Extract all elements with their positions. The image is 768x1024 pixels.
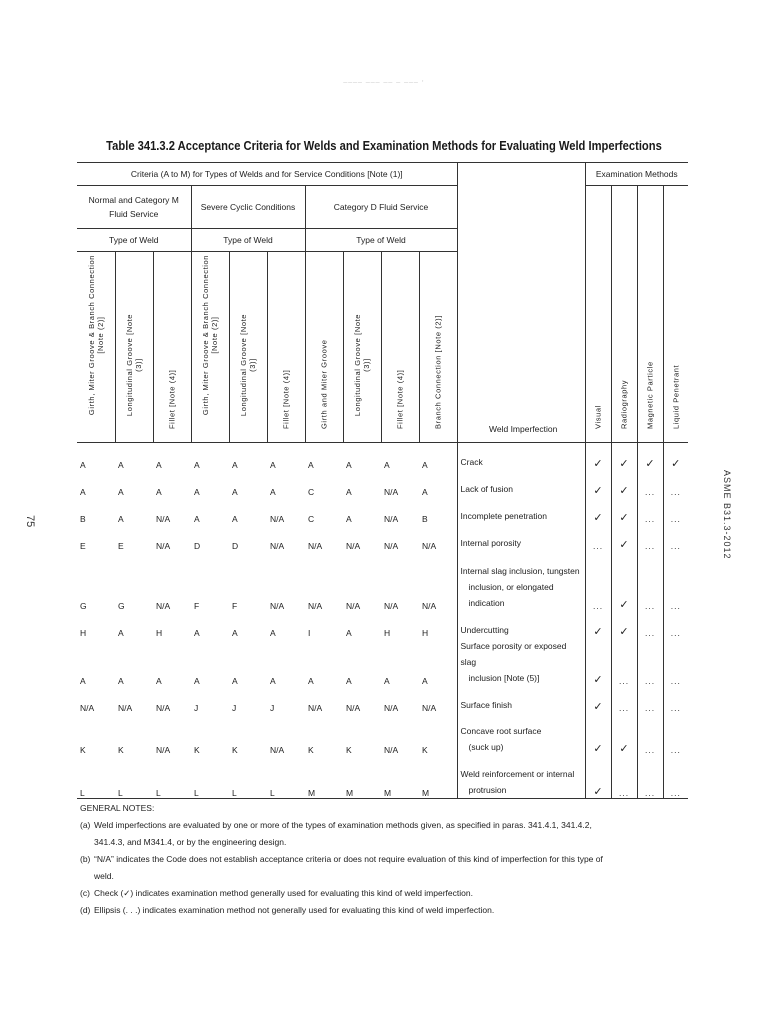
check-mark: ✓ bbox=[611, 611, 637, 638]
criteria-rows bbox=[77, 443, 688, 799]
criteria-cell: N/A bbox=[346, 541, 361, 551]
general-notes bbox=[80, 800, 680, 919]
criteria-cell: A bbox=[232, 514, 238, 524]
method-visual: Visual bbox=[585, 186, 611, 443]
criteria-cell: N/A bbox=[346, 703, 361, 713]
imperfection-line: protrusion bbox=[468, 785, 507, 795]
imperfection-line: inclusion [Note (5)] bbox=[468, 673, 540, 683]
criteria-cell: A bbox=[346, 460, 352, 470]
criteria-cell: N/A bbox=[384, 745, 399, 755]
criteria-cell: N/A bbox=[308, 601, 323, 611]
criteria-cell: B bbox=[80, 514, 86, 524]
ellipsis-mark: ... bbox=[611, 686, 637, 713]
ellipsis-mark: ... bbox=[637, 497, 663, 524]
criteria-cell: K bbox=[346, 745, 352, 755]
imperfection-line: Surface finish bbox=[460, 700, 513, 710]
imperfection-cell bbox=[457, 524, 585, 551]
check-mark: ✓ bbox=[611, 470, 637, 497]
criteria-cell: N/A bbox=[156, 703, 171, 713]
criteria-cell: K bbox=[308, 745, 314, 755]
criteria-cell: N/A bbox=[384, 541, 399, 551]
exam-methods-header: Examination Methods bbox=[585, 163, 688, 186]
criteria-cell: L bbox=[77, 755, 115, 799]
note-line: Check (✓) indicates examination method generally used for evaluating this kind of weld imperfection. bbox=[94, 888, 473, 898]
criteria-cell: A bbox=[308, 676, 314, 686]
ellipsis-mark: ... bbox=[611, 755, 637, 799]
criteria-cell: A bbox=[156, 460, 162, 470]
ellipsis-mark: ... bbox=[670, 703, 681, 713]
table-row bbox=[77, 497, 688, 524]
criteria-header: Criteria (A to M) for Types of Welds and for Service Conditions [Note (1)] bbox=[77, 163, 457, 186]
criteria-cell: A bbox=[194, 628, 200, 638]
imperfection-line: Weld reinforcement or internal bbox=[460, 769, 575, 779]
imperfection-line: inclusion, or elongated bbox=[468, 582, 554, 592]
criteria-cell: A bbox=[156, 487, 162, 497]
criteria-cell: A bbox=[422, 676, 428, 686]
criteria-cell: A bbox=[80, 460, 86, 470]
notes-list bbox=[80, 817, 680, 919]
criteria-cell: A bbox=[118, 487, 124, 497]
group-normal: Normal and Category M Fluid Service bbox=[77, 186, 191, 229]
criteria-cell: C bbox=[308, 487, 315, 497]
criteria-cell: D bbox=[194, 541, 201, 551]
col-fillet-severe: Fillet [Note (4)] bbox=[267, 252, 305, 443]
criteria-cell: A bbox=[270, 676, 276, 686]
ellipsis-mark: ... bbox=[637, 470, 663, 497]
ellipsis-mark: ... bbox=[663, 755, 688, 799]
criteria-cell: N/A bbox=[156, 745, 171, 755]
note-body bbox=[94, 902, 494, 919]
imperfection-line: Crack bbox=[460, 457, 483, 467]
faint-header-text: ____ ___ __ _ ___ , bbox=[343, 76, 425, 83]
ellipsis-mark: ... bbox=[637, 638, 663, 686]
criteria-cell: E bbox=[118, 541, 124, 551]
note-line: “N/A” indicates the Code does not establish acceptance criteria or does not require evaluation of this kind of imperfection for this type of bbox=[94, 854, 603, 864]
imperfection-cell bbox=[457, 638, 585, 686]
imperfection-cell bbox=[457, 755, 585, 799]
col-longitudinal-normal: Longitudinal Groove [Note (3)] bbox=[115, 252, 153, 443]
criteria-cell: M bbox=[305, 755, 343, 799]
check-mark: ✓ bbox=[585, 755, 611, 799]
criteria-cell: M bbox=[419, 755, 457, 799]
criteria-cell: A bbox=[118, 514, 124, 524]
criteria-cell: A bbox=[346, 487, 352, 497]
criteria-cell: A bbox=[80, 487, 86, 497]
criteria-cell: A bbox=[118, 628, 124, 638]
criteria-cell: N/A bbox=[270, 541, 285, 551]
check-mark: ✓ bbox=[585, 638, 611, 686]
note-line: Weld imperfections are evaluated by one or more of the types of examination methods given, as specified in paras. 341.4.1, 341.4.2, bbox=[94, 820, 592, 830]
criteria-cell: A bbox=[422, 460, 428, 470]
criteria-cell: J bbox=[270, 703, 275, 713]
criteria-cell: A bbox=[194, 514, 200, 524]
criteria-cell: A bbox=[270, 487, 276, 497]
criteria-cell: N/A bbox=[384, 703, 399, 713]
criteria-cell: N/A bbox=[308, 541, 323, 551]
criteria-cell: N/A bbox=[156, 514, 171, 524]
table-row bbox=[77, 713, 688, 755]
imperfection-header-spacer bbox=[457, 163, 585, 443]
group-severe-cyclic: Severe Cyclic Conditions bbox=[191, 186, 305, 229]
criteria-cell: N/A bbox=[422, 703, 437, 713]
criteria-cell: N/A bbox=[270, 745, 285, 755]
table-row bbox=[77, 443, 688, 471]
criteria-cell: N/A bbox=[118, 703, 133, 713]
note-body bbox=[94, 885, 473, 902]
criteria-cell: F bbox=[232, 601, 238, 611]
ellipsis-mark: ... bbox=[585, 551, 611, 611]
criteria-cell: N/A bbox=[270, 601, 285, 611]
criteria-cell: A bbox=[346, 628, 352, 638]
col-girth-miter-normal: Girth, Miter Groove & Branch Connection [Note (2)] bbox=[77, 252, 115, 443]
table-row bbox=[77, 611, 688, 638]
imperfection-line: Internal slag inclusion, tungsten bbox=[460, 566, 580, 576]
note-line: 341.4.3, and M341.4, or by the engineering design. bbox=[94, 837, 287, 847]
criteria-cell: K bbox=[194, 745, 200, 755]
ellipsis-mark: ... bbox=[637, 611, 663, 638]
method-liquid-penetrant: Liquid Penetrant bbox=[663, 186, 688, 443]
note-body bbox=[94, 851, 603, 885]
table-row bbox=[77, 686, 688, 713]
check-mark: ✓ bbox=[585, 611, 611, 638]
criteria-cell: M bbox=[381, 755, 419, 799]
table-row bbox=[77, 470, 688, 497]
ellipsis-mark: ... bbox=[670, 514, 681, 524]
criteria-cell: H bbox=[156, 628, 163, 638]
ellipsis-mark: ... bbox=[670, 601, 681, 611]
page-number: 75 bbox=[24, 515, 36, 528]
ellipsis-mark: ... bbox=[637, 686, 663, 713]
note-line: Ellipsis (. . .) indicates examination method not generally used for evaluating this kind of weld imperfection. bbox=[94, 905, 495, 915]
imperfection-line: Lack of fusion bbox=[460, 484, 513, 494]
criteria-cell: A bbox=[308, 460, 314, 470]
check-mark: ✓ bbox=[585, 713, 611, 755]
criteria-cell: A bbox=[422, 487, 428, 497]
group-category-d: Category D Fluid Service bbox=[305, 186, 457, 229]
criteria-cell: N/A bbox=[270, 514, 285, 524]
criteria-cell: E bbox=[80, 541, 86, 551]
note-label: (b) bbox=[80, 854, 91, 864]
criteria-cell: D bbox=[232, 541, 239, 551]
col-girth-miter-catd: Girth and Miter Groove bbox=[305, 252, 343, 443]
criteria-cell: A bbox=[346, 514, 352, 524]
criteria-cell: H bbox=[422, 628, 429, 638]
criteria-cell: F bbox=[194, 601, 200, 611]
criteria-cell: H bbox=[384, 628, 391, 638]
type-of-weld-3: Type of Weld bbox=[305, 229, 457, 252]
criteria-cell: N/A bbox=[384, 487, 399, 497]
col-girth-miter-severe: Girth, Miter Groove & Branch Connection [Note (2)] bbox=[191, 252, 229, 443]
type-of-weld-2: Type of Weld bbox=[191, 229, 305, 252]
ellipsis-mark: ... bbox=[670, 541, 681, 551]
col-fillet-catd: Fillet [Note (4)] bbox=[381, 252, 419, 443]
ellipsis-mark: ... bbox=[637, 755, 663, 799]
col-fillet-normal: Fillet [Note (4)] bbox=[153, 252, 191, 443]
check-mark: ✓ bbox=[611, 524, 637, 551]
ellipsis-mark: ... bbox=[670, 628, 681, 638]
criteria-cell: L bbox=[153, 755, 191, 799]
ellipsis-mark: ... bbox=[637, 713, 663, 755]
criteria-cell: A bbox=[232, 487, 238, 497]
table-row bbox=[77, 551, 688, 611]
criteria-cell: L bbox=[115, 755, 153, 799]
imperfection-line: Undercutting bbox=[460, 625, 509, 635]
note-body bbox=[94, 817, 592, 851]
criteria-cell: G bbox=[80, 601, 87, 611]
imperfection-line: indication bbox=[468, 598, 505, 608]
criteria-cell: A bbox=[384, 460, 390, 470]
imperfection-header: Weld Imperfection bbox=[489, 424, 558, 434]
criteria-cell: I bbox=[308, 628, 311, 638]
criteria-cell: A bbox=[80, 676, 86, 686]
criteria-cell: B bbox=[422, 514, 428, 524]
criteria-cell: M bbox=[343, 755, 381, 799]
criteria-cell: N/A bbox=[384, 514, 399, 524]
check-mark: ✓ bbox=[585, 686, 611, 713]
check-mark: ✓ bbox=[611, 443, 637, 471]
col-branch-catd: Branch Connection [Note (2)] bbox=[419, 252, 457, 443]
criteria-cell: A bbox=[232, 628, 238, 638]
check-mark: ✓ bbox=[611, 497, 637, 524]
criteria-cell: L bbox=[267, 755, 305, 799]
table-row bbox=[77, 524, 688, 551]
criteria-cell: A bbox=[194, 487, 200, 497]
criteria-cell: K bbox=[80, 745, 86, 755]
imperfection-line: Incomplete penetration bbox=[460, 511, 547, 521]
criteria-cell: G bbox=[118, 601, 125, 611]
notes-heading: GENERAL NOTES: bbox=[80, 803, 155, 813]
imperfection-line: Surface porosity or exposed slag bbox=[460, 641, 567, 667]
note-label: (a) bbox=[80, 820, 91, 830]
criteria-cell: A bbox=[118, 676, 124, 686]
ellipsis-mark: ... bbox=[670, 487, 681, 497]
imperfection-cell bbox=[457, 497, 585, 524]
check-mark: ✓ bbox=[585, 443, 611, 471]
imperfection-cell bbox=[457, 686, 585, 713]
ellipsis-mark: ... bbox=[637, 551, 663, 611]
ellipsis-mark: ... bbox=[670, 676, 681, 686]
check-mark: ✓ bbox=[637, 443, 663, 471]
criteria-cell: H bbox=[80, 628, 87, 638]
table-row bbox=[77, 755, 688, 799]
criteria-cell: N/A bbox=[346, 601, 361, 611]
ellipsis-mark: ... bbox=[670, 745, 681, 755]
criteria-cell: N/A bbox=[156, 601, 171, 611]
imperfection-cell bbox=[457, 443, 585, 471]
criteria-cell: N/A bbox=[384, 601, 399, 611]
check-mark: ✓ bbox=[671, 458, 681, 470]
check-mark: ✓ bbox=[611, 713, 637, 755]
criteria-cell: N/A bbox=[156, 541, 171, 551]
criteria-cell: A bbox=[384, 676, 390, 686]
criteria-cell: J bbox=[194, 703, 199, 713]
criteria-cell: A bbox=[232, 676, 238, 686]
col-longitudinal-severe: Longitudinal Groove [Note (3)] bbox=[229, 252, 267, 443]
imperfection-line: (suck up) bbox=[468, 742, 504, 752]
criteria-cell: N/A bbox=[422, 601, 437, 611]
criteria-cell: C bbox=[308, 514, 315, 524]
criteria-cell: K bbox=[232, 745, 238, 755]
table-title: Table 341.3.2 Acceptance Criteria for Welds and Examination Methods for Evaluating Weld Imperfections bbox=[106, 138, 662, 153]
ellipsis-mark: ... bbox=[585, 524, 611, 551]
check-mark: ✓ bbox=[585, 497, 611, 524]
criteria-cell: A bbox=[194, 460, 200, 470]
criteria-cell: L bbox=[229, 755, 267, 799]
type-of-weld-1: Type of Weld bbox=[77, 229, 191, 252]
imperfection-line: Internal porosity bbox=[460, 538, 521, 548]
criteria-cell: A bbox=[118, 460, 124, 470]
imperfection-cell bbox=[457, 713, 585, 755]
ellipsis-mark: ... bbox=[637, 524, 663, 551]
imperfection-cell bbox=[457, 551, 585, 611]
criteria-cell: N/A bbox=[422, 541, 437, 551]
check-mark: ✓ bbox=[611, 551, 637, 611]
method-radiography: Radiography bbox=[611, 186, 637, 443]
imperfection-line: Concave root surface bbox=[460, 726, 542, 736]
code-label: ASME B31.3-2012 bbox=[722, 470, 732, 560]
criteria-cell: N/A bbox=[80, 703, 95, 713]
criteria-cell: L bbox=[191, 755, 229, 799]
imperfection-cell bbox=[457, 470, 585, 497]
general-note bbox=[80, 885, 680, 902]
note-line: weld. bbox=[94, 871, 114, 881]
general-note bbox=[80, 902, 680, 919]
criteria-cell: A bbox=[346, 676, 352, 686]
criteria-cell: A bbox=[156, 676, 162, 686]
criteria-cell: A bbox=[270, 628, 276, 638]
table-row bbox=[77, 638, 688, 686]
imperfection-cell bbox=[457, 611, 585, 638]
criteria-cell: A bbox=[270, 460, 276, 470]
method-magnetic-particle: Magnetic Particle bbox=[637, 186, 663, 443]
criteria-cell: K bbox=[422, 745, 428, 755]
note-label: (c) bbox=[80, 888, 90, 898]
general-note bbox=[80, 851, 680, 885]
check-mark: ✓ bbox=[585, 470, 611, 497]
acceptance-criteria-table bbox=[77, 162, 688, 799]
criteria-cell: N/A bbox=[308, 703, 323, 713]
criteria-cell: A bbox=[194, 676, 200, 686]
criteria-cell: J bbox=[232, 703, 237, 713]
col-longitudinal-catd: Longitudinal Groove [Note (3)] bbox=[343, 252, 381, 443]
criteria-cell: A bbox=[232, 460, 238, 470]
criteria-cell: K bbox=[118, 745, 124, 755]
ellipsis-mark: ... bbox=[611, 638, 637, 686]
note-label: (d) bbox=[80, 905, 91, 915]
general-note bbox=[80, 817, 680, 851]
